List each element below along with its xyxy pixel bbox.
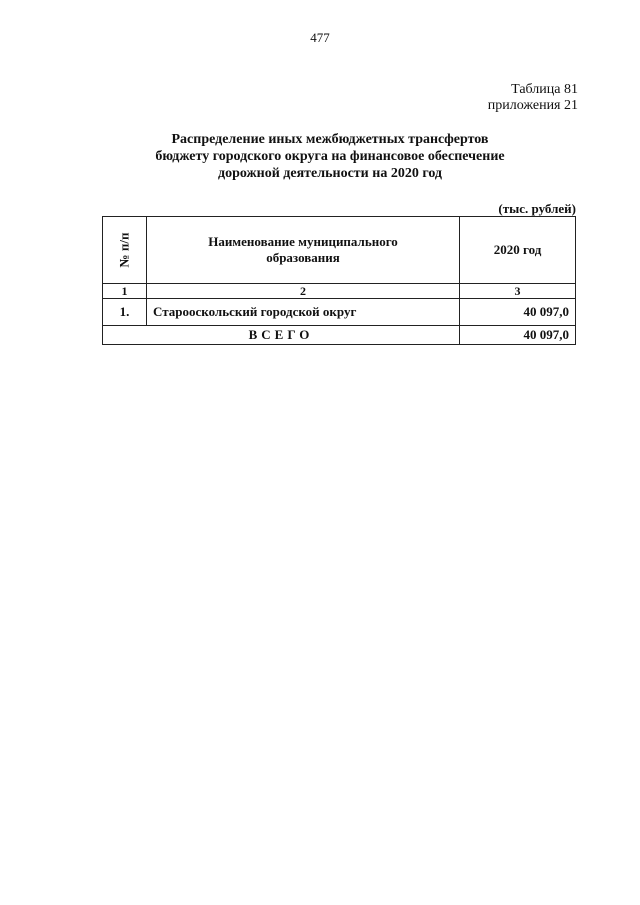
- table-reference: [488, 82, 578, 114]
- table-reference-line2: приложения 21: [487, 98, 578, 113]
- units-label: (тыс. рублей): [498, 201, 576, 216]
- total-row: [103, 326, 576, 345]
- distribution-table: [102, 216, 576, 345]
- row-value: 40 097,0: [460, 299, 576, 326]
- document-title: [60, 131, 600, 182]
- title-line1: Распределение иных межбюджетных трансфертов: [171, 132, 489, 147]
- title-line2: бюджету городского округа на финансовое обеспечение: [155, 149, 505, 164]
- total-label: ВСЕГО: [103, 326, 460, 345]
- header-name-line2: образования: [266, 250, 340, 265]
- row-municipality: Старооскольский городской округ: [147, 299, 460, 326]
- title-line3: дорожной деятельности на 2020 год: [218, 166, 442, 181]
- table-header-row: [103, 217, 576, 284]
- header-num: [103, 217, 147, 284]
- total-value: 40 097,0: [460, 326, 576, 345]
- table-row: [103, 299, 576, 326]
- row-num: 1.: [103, 299, 147, 326]
- header-name-line1: Наименование муниципального: [208, 234, 398, 249]
- column-number-1: 1: [103, 284, 147, 299]
- column-number-2: 2: [147, 284, 460, 299]
- page-number: 477: [310, 30, 330, 45]
- header-year: 2020 год: [460, 217, 576, 284]
- header-name: [147, 217, 460, 284]
- column-number-row: [103, 284, 576, 299]
- column-number-3: 3: [460, 284, 576, 299]
- table-reference-line1: Таблица 81: [511, 82, 578, 97]
- header-num-label: № п/п: [116, 232, 132, 268]
